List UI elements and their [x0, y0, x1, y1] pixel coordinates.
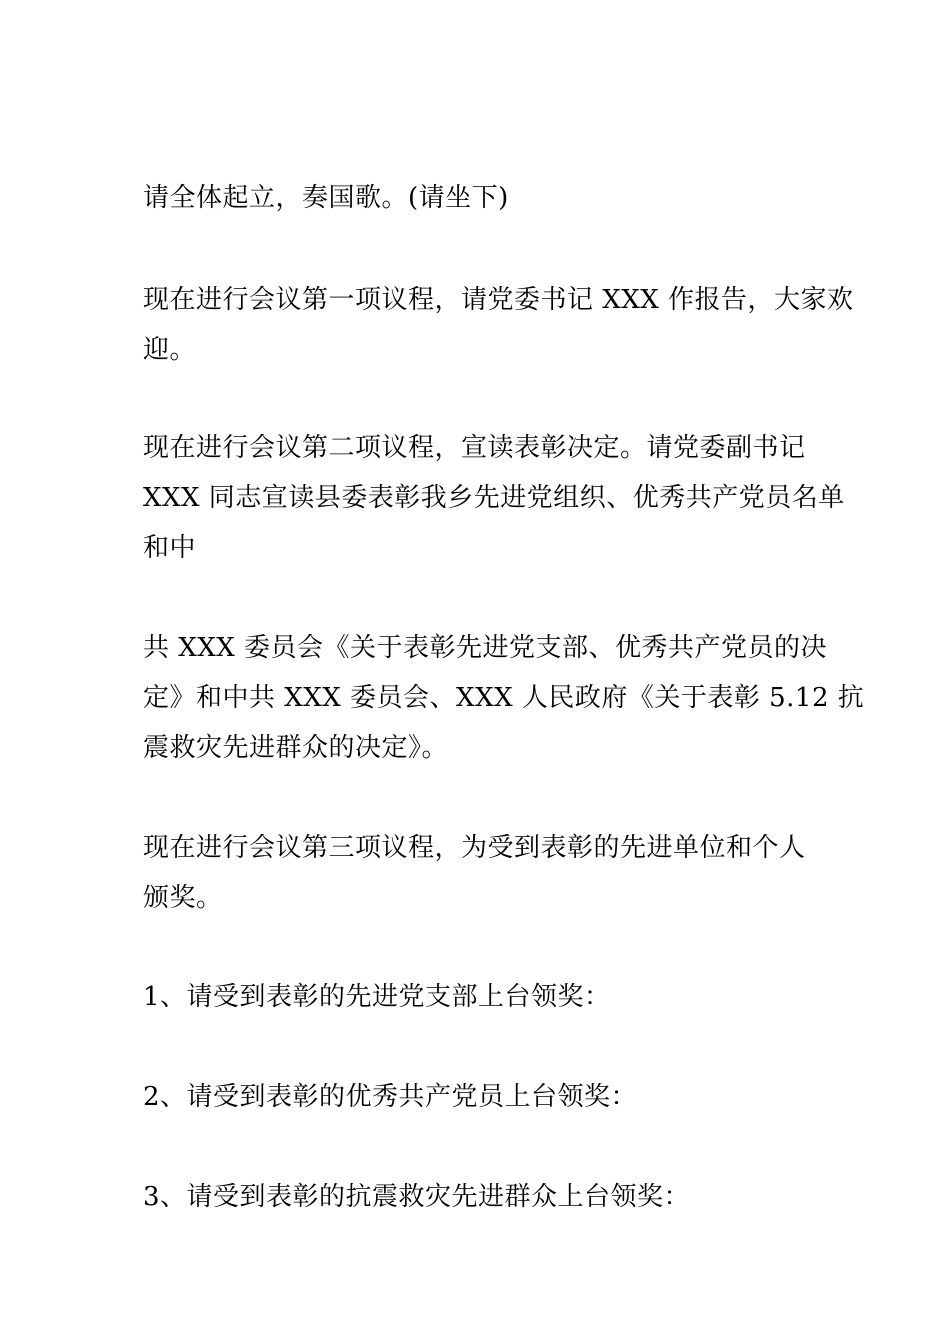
paragraph-line: 现在进行会议第一项议程，请党委书记 XXX 作报告，大家欢	[143, 285, 854, 315]
paragraph-agenda-one	[143, 275, 854, 375]
paragraph-line: XXX 同志宣读县委表彰我乡先进党组织、优秀共产党员名单	[143, 483, 845, 513]
paragraph-line: 请全体起立，奏国歌。(请坐下)	[143, 183, 509, 213]
paragraph-agenda-two	[143, 423, 845, 573]
paragraph-line: 3、请受到表彰的抗震救灾先进群众上台领奖：	[143, 1182, 691, 1212]
paragraph-agenda-three	[143, 823, 815, 923]
paragraph-line: 颁奖。	[143, 883, 223, 913]
list-item-award-1	[143, 972, 815, 1022]
paragraph-line: 2、请受到表彰的优秀共产党员上台领奖：	[143, 1082, 638, 1112]
paragraph-line: 震救灾先进群众的决定》。	[143, 733, 449, 763]
list-item-award-3	[143, 1172, 815, 1222]
paragraph-line: 现在进行会议第三项议程，为受到表彰的先进单位和个人	[143, 833, 806, 863]
paragraph-line: 现在进行会议第二项议程，宣读表彰决定。请党委副书记	[143, 433, 806, 463]
paragraph-decisions	[143, 623, 865, 773]
paragraph-line: 1、请受到表彰的先进党支部上台领奖：	[143, 982, 611, 1012]
list-item-award-2	[143, 1072, 815, 1122]
paragraph-line: 共 XXX 委员会《关于表彰先进党支部、优秀共产党员的决	[143, 633, 828, 663]
paragraph-line: 定》和中共 XXX 委员会、XXX 人民政府《关于表彰 5.12 抗	[143, 683, 865, 713]
paragraph-line: 和中	[143, 533, 197, 563]
paragraph-anthem	[143, 173, 815, 223]
paragraph-line: 迎。	[143, 335, 197, 365]
